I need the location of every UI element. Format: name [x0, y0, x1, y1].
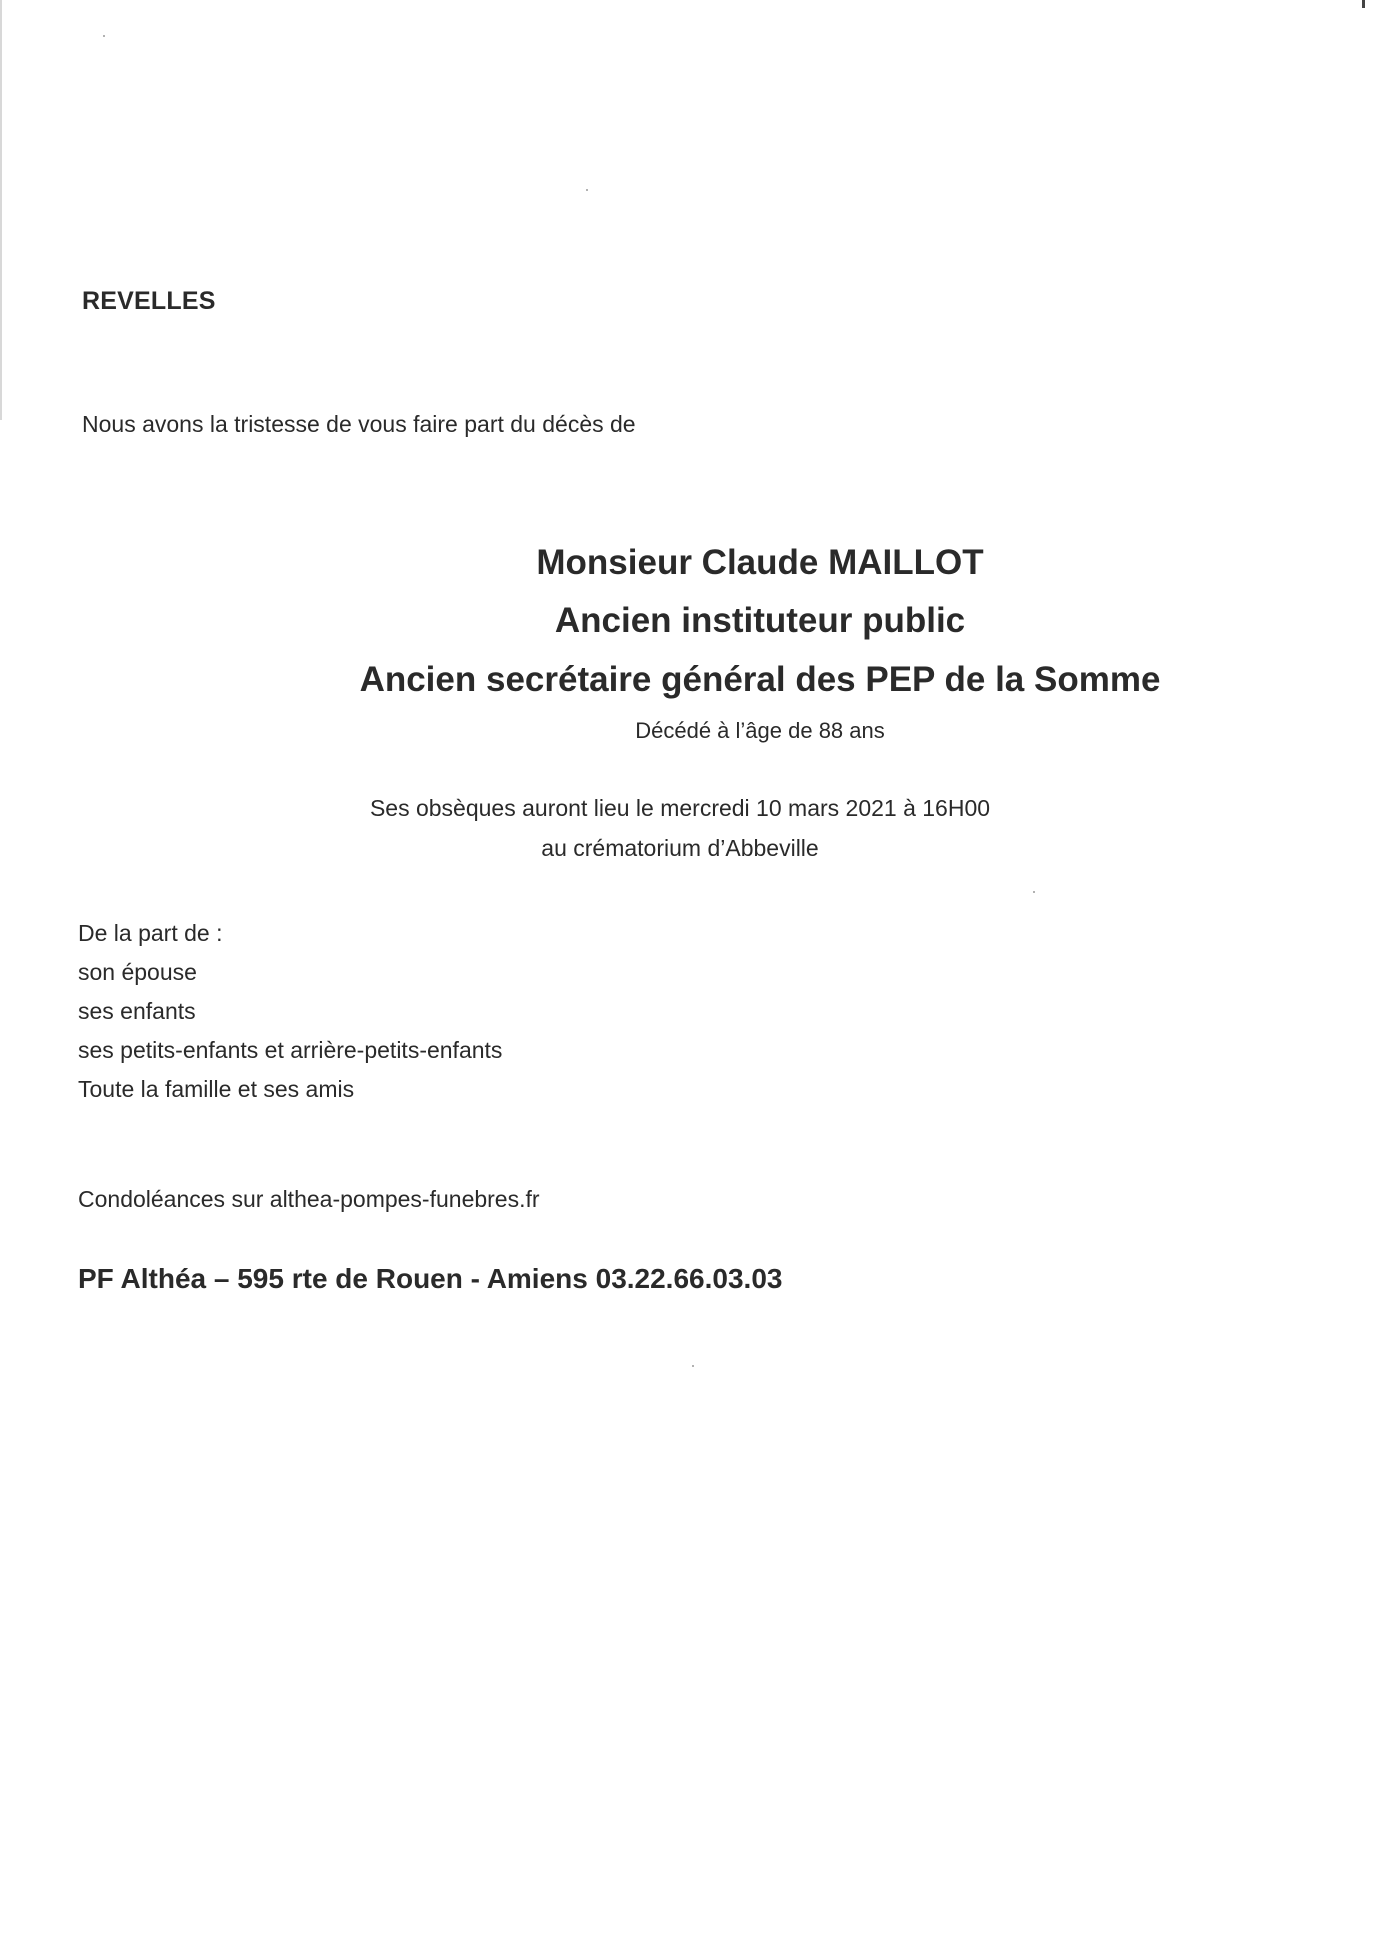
scan-speck [586, 189, 588, 191]
family-member: Toute la famille et ses amis [78, 1076, 355, 1102]
age-line: Décédé à l’âge de 88 ans [635, 718, 885, 743]
announcement-intro: Nous avons la tristesse de vous faire part du décès de [82, 411, 636, 437]
family-heading: De la part de : [78, 920, 223, 946]
funeral-home-contact: PF Althéa – 595 rte de Rouen - Amiens 03.22.66.03.03 [78, 1263, 783, 1294]
scan-edge [0, 0, 2, 420]
scan-speck [1033, 891, 1035, 893]
family-member: son épouse [78, 959, 197, 985]
deceased-title: Ancien secrétaire général des PEP de la Somme [359, 660, 1161, 699]
deceased-title: Ancien instituteur public [554, 601, 966, 640]
scan-mark [1362, 0, 1365, 8]
family-member: ses petits-enfants et arrière-petits-enfants [78, 1037, 503, 1063]
condolences-line: Condoléances sur althea-pompes-funebres.fr [78, 1186, 540, 1212]
funeral-location-line: au crématorium d’Abbeville [541, 835, 819, 861]
scan-speck [103, 35, 105, 37]
scan-speck [692, 1365, 694, 1367]
family-member: ses enfants [78, 998, 196, 1024]
town-heading: REVELLES [82, 287, 216, 315]
funeral-date-line: Ses obsèques auront lieu le mercredi 10 mars 2021 à 16H00 [369, 795, 991, 821]
deceased-name: Monsieur Claude MAILLOT [536, 543, 984, 582]
family-section [78, 914, 502, 1109]
